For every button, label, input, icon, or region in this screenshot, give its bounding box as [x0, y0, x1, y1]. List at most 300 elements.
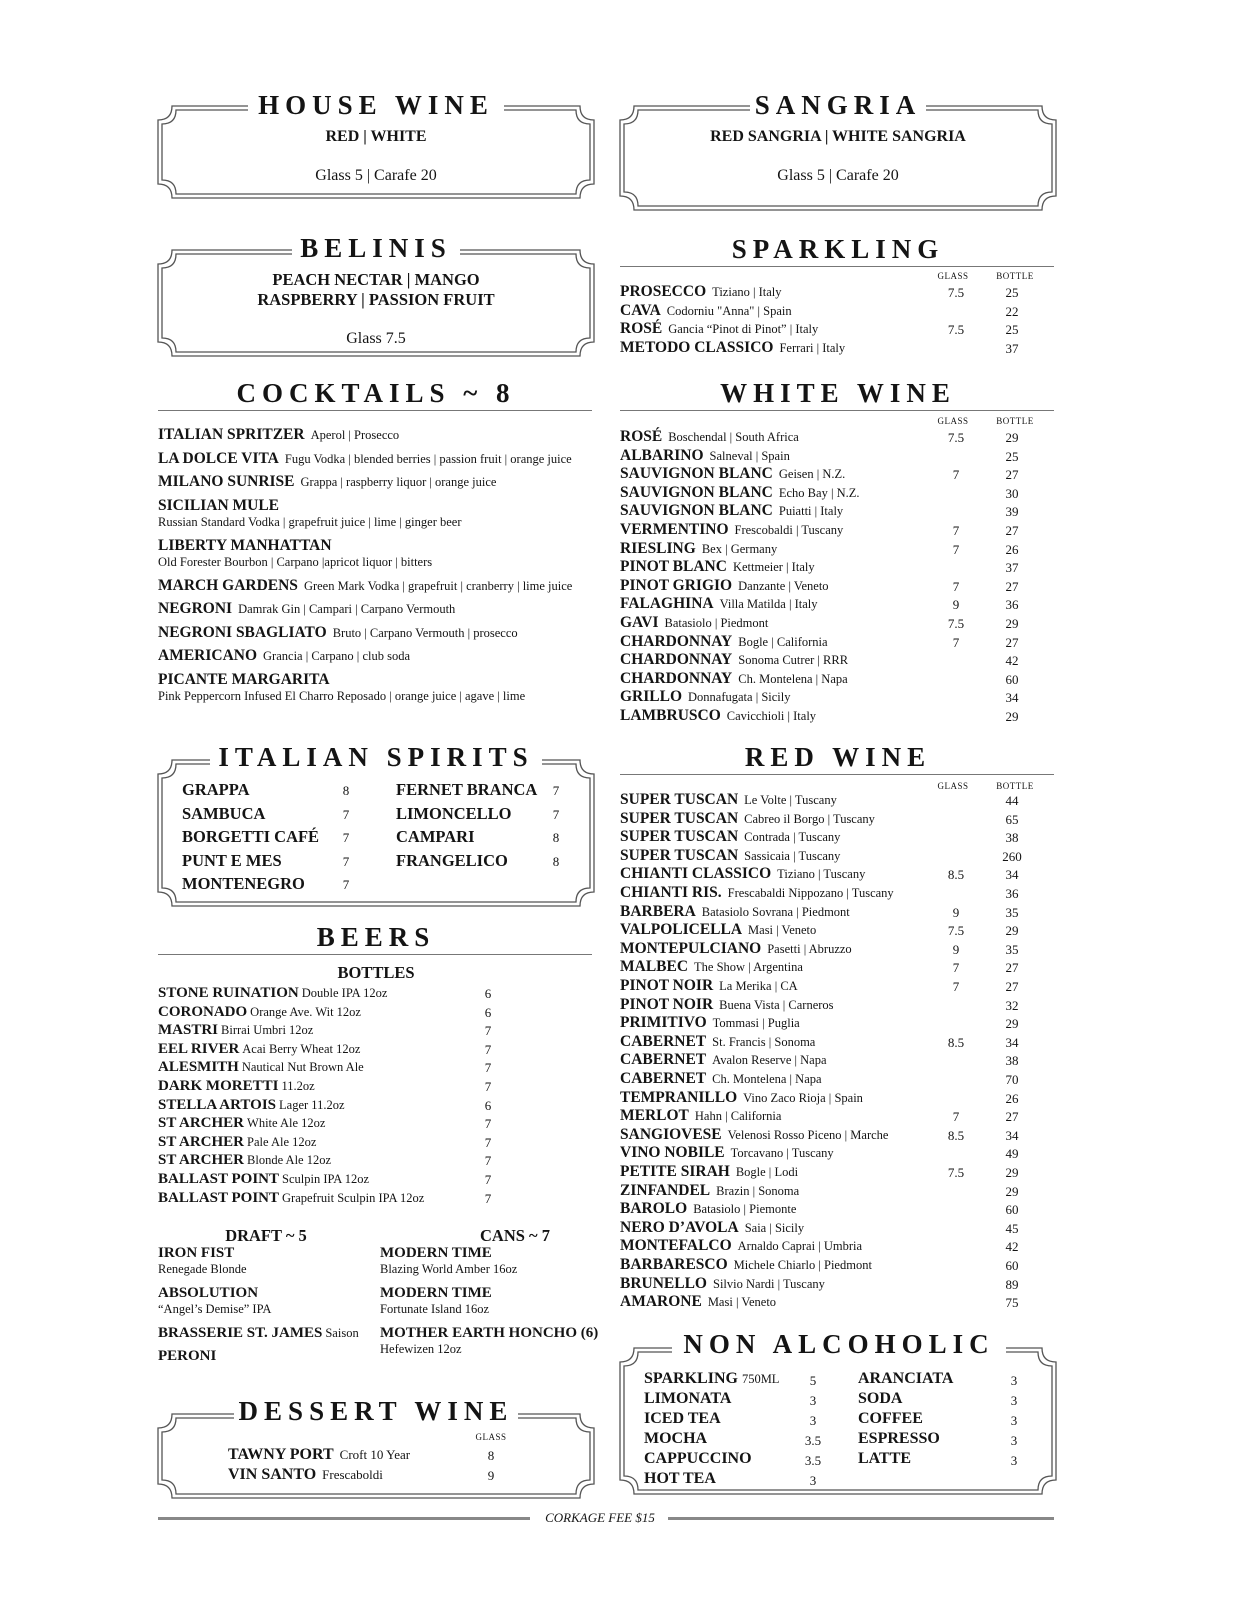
beer-price: 7 [484, 1153, 492, 1169]
beers-bottles-label: BOTTLES [337, 963, 415, 982]
bottle-price: 34 [1005, 690, 1019, 706]
red-wine-rule [620, 774, 1054, 775]
dessert-desc: Frescaboldi [322, 1467, 383, 1482]
wine-name: METODO CLASSICO [620, 338, 774, 356]
bottle-price: 60 [1005, 1202, 1019, 1218]
beer-name: BALLAST POINT [158, 1171, 280, 1187]
beer-name: DARK MORETTI [158, 1078, 279, 1094]
wine-desc: Michele Chiarlo | Piedmont [733, 1258, 872, 1272]
wine-name: MERLOT [620, 1107, 689, 1125]
cocktail-item [158, 473, 496, 491]
bottle-price: 36 [1005, 886, 1019, 901]
wine-desc: Bogle | Lodi [735, 1165, 799, 1179]
bottle-price: 60 [1005, 671, 1019, 687]
wine-desc: Gancia “Pinot di Pinot” | Italy [668, 322, 819, 336]
wine-row [620, 670, 1060, 689]
wine-row [620, 1014, 1060, 1033]
beer-desc: Double IPA 12oz [301, 986, 388, 1000]
bottle-price: 34 [1005, 1034, 1019, 1050]
dessert-name: TAWNY PORT [228, 1446, 334, 1463]
cans-list [380, 1244, 610, 1374]
wine-name: FALAGHINA [620, 595, 714, 613]
beer-desc: Pale Ale 12oz [247, 1134, 317, 1149]
wine-name: LAMBRUSCO [620, 707, 721, 724]
cocktail-item [158, 600, 455, 618]
white-wine-list [620, 428, 1060, 738]
draft-label: DRAFT ~ 5 [225, 1226, 307, 1245]
wine-row [620, 540, 1060, 559]
wine-name: SAUVIGNON BLANC [620, 483, 773, 501]
bottle-price: 34 [1005, 1127, 1019, 1143]
white-wine-glass-header: GLASS [937, 416, 969, 426]
beer-name: CORONADO [158, 1003, 248, 1020]
wine-row [620, 428, 1060, 447]
beers-title: BEERS [310, 922, 442, 952]
wine-name: BAROLO [620, 1200, 688, 1218]
beer-row [158, 1021, 498, 1040]
glass-price: 9 [952, 941, 960, 957]
beer-desc: Blonde Ale 12oz [247, 1153, 332, 1168]
bottle-price: 27 [1005, 960, 1019, 976]
drink-name [644, 1470, 716, 1488]
non-alcoholic-list [620, 1370, 1056, 1495]
glass-price: 7 [952, 1109, 960, 1125]
drink-label: SPARKLING [644, 1370, 738, 1387]
wine-name: ALBARINO [620, 446, 704, 464]
wine-row [620, 1275, 1060, 1294]
wine-name: VERMENTINO [620, 521, 729, 538]
bottle-price: 27 [1005, 523, 1019, 538]
house-wine-price: Glass 5 | Carafe 20 [315, 167, 437, 184]
wine-desc: Geisen | N.Z. [778, 467, 846, 482]
wine-name: CHARDONNAY [620, 669, 733, 687]
cocktail-ingredients: Grancia | Carpano | club soda [263, 649, 410, 663]
wine-desc: Villa Matilda | Italy [719, 597, 818, 612]
wine-name: CAVA [620, 301, 661, 319]
drink-name: SODA [858, 1390, 903, 1407]
wine-row [620, 1256, 1060, 1275]
beer-item [380, 1244, 518, 1276]
wine-desc: Saia | Sicily [744, 1220, 805, 1235]
cocktail-name: AMERICANO [158, 647, 258, 664]
wine-name: SANGIOVESE [620, 1125, 722, 1143]
wine-row [620, 1051, 1060, 1070]
wine-row [620, 521, 1060, 540]
wine-desc: Velenosi Rosso Piceno | Marche [727, 1127, 889, 1142]
wine-name: ZINFANDEL [620, 1181, 711, 1199]
wine-name: SUPER TUSCAN [620, 791, 739, 808]
belinis-price: Glass 7.5 [346, 330, 406, 347]
dessert-wine-title: DESSERT WINE [234, 1396, 518, 1426]
beer-desc: “Angel’s Demise” IPA [158, 1302, 272, 1316]
wine-desc: Batasiolo | Piemonte [693, 1202, 797, 1217]
bottle-price: 34 [1005, 867, 1019, 883]
glass-price: 7 [952, 979, 960, 994]
beer-desc: Fortunate Island 16oz [380, 1302, 490, 1316]
beer-item [158, 1244, 247, 1276]
cocktail-ingredients: Bruto | Carpano Vermouth | prosecco [332, 625, 518, 640]
wine-row [620, 595, 1060, 614]
bottle-price: 65 [1005, 811, 1019, 827]
beer-row [158, 984, 498, 1003]
wine-desc: Pasetti | Abruzzo [767, 941, 852, 956]
cocktail-item [158, 537, 432, 570]
wine-name: VINO NOBILE [620, 1144, 725, 1162]
dessert-row [228, 1446, 558, 1465]
wine-row [620, 502, 1060, 521]
wine-row [620, 320, 1060, 339]
bottle-price: 30 [1005, 485, 1019, 501]
wine-name: ROSÉ [620, 428, 663, 445]
wine-desc: Bex | Germany [701, 541, 778, 556]
beer-row [158, 1058, 498, 1077]
beer-price: 6 [484, 986, 492, 1001]
bottle-price: 37 [1005, 340, 1019, 356]
bottle-price: 29 [1005, 1165, 1019, 1180]
red-wine-title: RED WINE [736, 742, 940, 772]
cocktail-name: LA DOLCE VITA [158, 449, 279, 467]
wine-name: BARBERA [620, 902, 696, 920]
bottle-price: 27 [1005, 634, 1019, 650]
wine-desc: Tiziano | Italy [712, 285, 782, 299]
bottle-price: 35 [1005, 904, 1019, 920]
wine-name: GRILLO [620, 688, 683, 706]
beer-desc: Renegade Blonde [158, 1262, 247, 1276]
beer-row [158, 1151, 498, 1170]
beer-item [158, 1324, 359, 1343]
wine-desc: Arnaldo Caprai | Umbria [737, 1239, 862, 1254]
bottle-price: 29 [1005, 1183, 1019, 1199]
bottle-price: 38 [1005, 1053, 1019, 1069]
dessert-wine-list [228, 1446, 558, 1490]
beer-desc: Acai Berry Wheat 12oz [242, 1041, 361, 1056]
cocktail-ingredients: Aperol | Prosecco [310, 428, 400, 442]
wine-name: CABERNET [620, 1032, 707, 1050]
bottle-price: 27 [1005, 979, 1019, 994]
spirit-name: MONTENEGRO [182, 874, 305, 894]
drink-label: MOCHA [644, 1430, 708, 1447]
beer-desc: Blazing World Amber 16oz [380, 1262, 518, 1276]
glass-price: 7.5 [947, 616, 965, 631]
wine-row [620, 903, 1060, 922]
cocktail-item [158, 450, 572, 468]
bottle-price: 35 [1005, 941, 1019, 957]
wine-desc: Sassicaia | Tuscany [744, 848, 841, 863]
cocktail-ingredients: Old Forester Bourbon | Carpano |apricot liquor | bitters [158, 554, 433, 569]
wine-desc: Codorniu "Anna" | Spain [666, 303, 792, 318]
wine-desc: Ch. Montelena | Napa [712, 1072, 822, 1086]
wine-row [620, 1033, 1060, 1052]
wine-name: VALPOLICELLA [620, 921, 743, 939]
cocktail-name: LIBERTY MANHATTAN [158, 536, 332, 554]
beer-name: ST ARCHER [158, 1115, 245, 1132]
bottle-price: 26 [1005, 541, 1019, 557]
wine-row [620, 1293, 1060, 1312]
white-wine-bottle-header: BOTTLE [996, 416, 1034, 426]
bottle-price: 32 [1005, 997, 1019, 1013]
wine-desc: Vino Zaco Rioja | Spain [743, 1090, 863, 1105]
bottle-price: 44 [1005, 793, 1019, 808]
beer-name: MODERN TIME [380, 1285, 492, 1301]
beer-name: EEL RIVER [158, 1040, 240, 1057]
cocktail-ingredients: Pink Peppercorn Infused El Charro Reposado | orange juice | agave | lime [158, 688, 526, 703]
glass-price: 7.5 [947, 923, 965, 939]
red-wine-list [620, 791, 1060, 1321]
wine-desc: Torcavano | Tuscany [730, 1146, 834, 1161]
wine-row [620, 707, 1060, 726]
sangria-title: SANGRIA [750, 90, 926, 120]
glass-price: 7 [952, 523, 960, 538]
drink-name: ARANCIATA [858, 1370, 954, 1387]
bottle-price: 49 [1005, 1146, 1019, 1162]
wine-row [620, 996, 1060, 1015]
frame-border [620, 106, 1056, 210]
spirit-name: BORGETTI CAFÉ [182, 827, 320, 847]
bottle-price: 29 [1005, 923, 1019, 939]
wine-row [620, 847, 1060, 866]
glass-price: 8.5 [947, 1127, 965, 1143]
bottle-price: 29 [1005, 616, 1019, 631]
sparkling-glass-header: GLASS [937, 271, 969, 281]
cocktail-name: NEGRONI SBAGLIATO [158, 623, 327, 641]
wine-row [620, 558, 1060, 577]
bottle-price: 60 [1005, 1258, 1019, 1273]
spirit-name: CAMPARI [396, 827, 475, 847]
wine-name: CABERNET [620, 1051, 707, 1069]
dessert-row [228, 1466, 558, 1485]
wine-desc: Hahn | California [694, 1109, 782, 1124]
wine-row [620, 1126, 1060, 1145]
wine-row [620, 1070, 1060, 1089]
beer-name: MOTHER EARTH HONCHO (6) [380, 1325, 599, 1341]
glass-price: 9 [952, 904, 960, 920]
wine-desc: Bogle | California [738, 634, 828, 649]
beer-row [158, 1003, 498, 1022]
wine-desc: Le Volte | Tuscany [744, 793, 837, 807]
sangria-frame [620, 106, 1056, 210]
wine-desc: Donnafugata | Sicily [688, 690, 791, 705]
sparkling-list [620, 283, 1060, 363]
wine-row [620, 651, 1060, 670]
italian-spirits-title: ITALIAN SPIRITS [210, 742, 542, 772]
beer-desc: Sculpin IPA 12oz [282, 1172, 370, 1186]
beer-desc: Lager 11.2oz [279, 1097, 345, 1112]
wine-desc: St. Francis | Sonoma [712, 1034, 816, 1049]
non-alcoholic-title: NON ALCOHOLIC [672, 1329, 1006, 1359]
wine-name: SUPER TUSCAN [620, 846, 739, 864]
beer-name: ALESMITH [158, 1059, 239, 1076]
house-wine-title: HOUSE WINE [248, 90, 504, 120]
wine-desc: Sonoma Cutrer | RRR [738, 653, 849, 668]
drink-price: 3.5 [804, 1433, 822, 1448]
wine-name: PROSECCO [620, 283, 707, 300]
beer-name: STONE RUINATION [158, 985, 299, 1001]
bottle-price: 27 [1005, 1109, 1019, 1125]
beer-item [158, 1284, 272, 1316]
glass-price: 7.5 [947, 322, 965, 337]
drink-price: 3 [1010, 1433, 1018, 1448]
wine-name: SUPER TUSCAN [620, 828, 739, 846]
bottle-price: 27 [1005, 467, 1019, 483]
beer-desc: Nautical Nut Brown Ale [241, 1060, 364, 1075]
beer-name: PERONI [158, 1348, 217, 1364]
beer-name: BALLAST POINT [158, 1189, 280, 1206]
cocktail-name: MARCH GARDENS [158, 576, 298, 594]
wine-desc: Tiziano | Tuscany [777, 867, 866, 882]
wine-desc: Frescobaldi | Tuscany [734, 523, 844, 537]
footer-rule-left [158, 1517, 530, 1520]
wine-desc: The Show | Argentina [694, 960, 803, 975]
glass-price: 8.5 [947, 867, 965, 883]
wine-desc: Buena Vista | Carneros [719, 997, 834, 1012]
wine-desc: Tommasi | Puglia [712, 1016, 800, 1031]
wine-row [620, 688, 1060, 707]
sangria-price: Glass 5 | Carafe 20 [777, 167, 899, 184]
cocktail-name: SICILIAN MULE [158, 496, 280, 514]
spirit-name: SAMBUCA [182, 803, 266, 823]
wine-name: PRIMITIVO [620, 1014, 707, 1032]
glass-price: 7 [952, 541, 960, 557]
sparkling-bottle-header: BOTTLE [996, 271, 1034, 281]
dessert-price: 9 [487, 1468, 495, 1483]
beer-price: 7 [484, 1023, 492, 1039]
beer-name: ST ARCHER [158, 1133, 245, 1150]
glass-price: 7.5 [947, 1165, 965, 1180]
drink-name [644, 1450, 752, 1468]
drink-name [644, 1430, 707, 1448]
wine-name: RIESLING [620, 539, 696, 557]
spirit-price: 7 [552, 806, 560, 822]
beer-price: 7 [484, 1190, 492, 1206]
wine-row [620, 921, 1060, 940]
bottle-price: 25 [1005, 322, 1019, 337]
cocktail-name: PICANTE MARGARITA [158, 670, 330, 688]
drink-label: LIMONATA [644, 1390, 732, 1407]
beer-price: 7 [484, 1116, 492, 1132]
beer-name: STELLA ARTOIS [158, 1096, 277, 1113]
bottle-price: 29 [1005, 1016, 1019, 1032]
cocktail-item [158, 577, 572, 595]
bottle-price: 29 [1005, 709, 1019, 724]
cocktail-ingredients: Damrak Gin | Campari | Carpano Vermouth [238, 602, 456, 616]
wine-desc: Cabreo il Borgo | Tuscany [744, 811, 875, 826]
glass-price: 7 [952, 578, 960, 594]
wine-row [620, 633, 1060, 652]
spirit-price: 7 [342, 877, 350, 893]
cocktail-item [158, 624, 518, 642]
bottle-price: 260 [1002, 848, 1022, 864]
wine-row [620, 828, 1060, 847]
bottle-price: 27 [1005, 578, 1019, 594]
wine-desc: La Merika | CA [719, 979, 798, 993]
footer-rule-right [668, 1517, 1054, 1520]
wine-row [620, 339, 1060, 358]
beer-row [158, 1096, 498, 1115]
bottle-price: 37 [1005, 560, 1019, 576]
cocktail-ingredients: Grappa | raspberry liquor | orange juice [300, 475, 497, 489]
glass-price: 9 [952, 597, 960, 613]
cocktail-name: NEGRONI [158, 600, 233, 617]
wine-desc: Puiatti | Italy [778, 504, 844, 519]
italian-spirits-list [158, 780, 594, 900]
beer-price: 7 [484, 1134, 492, 1150]
wine-name: NERO D’AVOLA [620, 1218, 739, 1236]
spirit-name: PUNT E MES [182, 850, 282, 870]
bottle-price: 38 [1005, 830, 1019, 846]
cocktail-item [158, 671, 525, 704]
bottle-price: 29 [1005, 430, 1019, 445]
beer-desc: 11.2oz [281, 1079, 315, 1093]
dessert-glass-header: GLASS [475, 1432, 507, 1442]
dessert-price: 8 [487, 1448, 495, 1463]
drink-price: 3 [1010, 1393, 1018, 1408]
cocktail-name: MILANO SUNRISE [158, 473, 295, 490]
cocktail-item [158, 497, 462, 530]
wine-row [620, 1107, 1060, 1126]
drink-price: 3 [1010, 1413, 1018, 1428]
cocktail-item [158, 647, 410, 665]
spirit-price: 7 [342, 806, 350, 822]
spirit-price: 8 [552, 830, 560, 846]
wine-desc: Ch. Montelena | Napa [738, 671, 848, 686]
belinis-line2: RASPBERRY | PASSION FRUIT [257, 290, 495, 309]
wine-name: GAVI [620, 614, 659, 631]
drink-label: ICED TEA [644, 1410, 721, 1427]
bottle-price: 42 [1005, 1239, 1019, 1255]
wine-name: CHARDONNAY [620, 651, 733, 669]
dessert-desc: Croft 10 Year [339, 1447, 411, 1462]
wine-name: BRUNELLO [620, 1274, 707, 1292]
bottle-price: 26 [1005, 1090, 1019, 1106]
cocktails-list [158, 426, 598, 716]
beer-item [158, 1347, 216, 1366]
wine-desc: Contrada | Tuscany [744, 830, 841, 845]
bottle-price: 25 [1005, 285, 1019, 300]
wine-name: MALBEC [620, 958, 689, 976]
wine-name: PINOT BLANC [620, 558, 727, 576]
belinis-line1: PEACH NECTAR | MANGO [272, 270, 480, 289]
beer-price: 7 [484, 1079, 492, 1094]
wine-row [620, 447, 1060, 466]
wine-desc: Silvio Nardi | Tuscany [713, 1276, 825, 1291]
wine-name: CHIANTI CLASSICO [620, 865, 772, 883]
drink-name [644, 1410, 721, 1428]
wine-row [620, 1219, 1060, 1238]
drink-label: CAPPUCCINO [644, 1450, 752, 1467]
spirit-price: 7 [342, 853, 350, 869]
wine-name: BARBARESCO [620, 1256, 728, 1273]
bottle-price: 45 [1005, 1220, 1019, 1236]
beer-name: ABSOLUTION [158, 1285, 259, 1301]
bottle-price: 75 [1005, 1295, 1019, 1311]
drink-price: 3 [809, 1413, 817, 1428]
beers-bottles-list [158, 984, 598, 1214]
spirit-price: 7 [342, 830, 350, 846]
wine-name: ROSÉ [620, 320, 663, 337]
bottle-price: 42 [1005, 653, 1019, 669]
wine-name: CHARDONNAY [620, 632, 733, 650]
sparkling-title: SPARKLING [720, 234, 956, 264]
wine-desc: Frescabaldi Nippozano | Tuscany [727, 886, 894, 900]
glass-price: 7.5 [947, 285, 965, 300]
wine-row [620, 791, 1060, 810]
drink-price: 3.5 [804, 1453, 822, 1468]
beer-price: 6 [484, 1097, 492, 1113]
wine-name: CABERNET [620, 1070, 707, 1087]
red-wine-bottle-header: BOTTLE [996, 781, 1034, 791]
beer-desc: Saison [325, 1326, 359, 1340]
wine-name: TEMPRANILLO [620, 1088, 738, 1106]
